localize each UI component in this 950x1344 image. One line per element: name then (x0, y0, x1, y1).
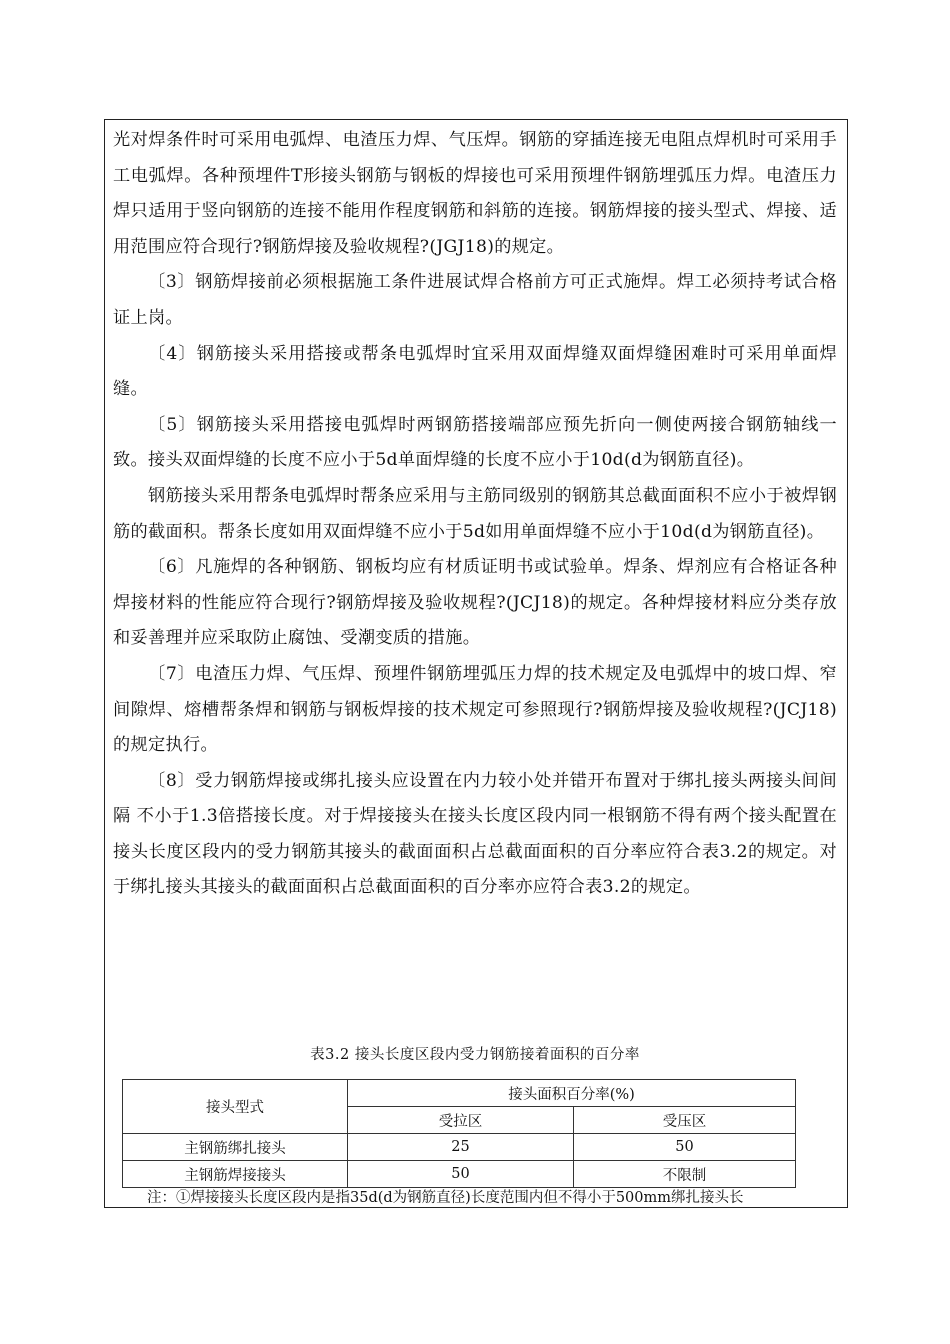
cell-tension: 25 (348, 1134, 574, 1161)
cell-compression: 50 (574, 1134, 796, 1161)
header-tension-zone: 受拉区 (348, 1107, 574, 1134)
paragraph: 〔4〕钢筋接头采用搭接或帮条电弧焊时宜采用双面焊缝双面焊缝困难时可采用单面焊缝。 (113, 343, 837, 400)
paragraph: 光对焊条件时可采用电弧焊、电渣压力焊、气压焊。钢筋的穿插连接无电阻点焊机时可采用手工电弧焊。各种预埋件T形接头钢筋与钢板的焊接也可采用预埋件钢筋埋弧压力焊。电渣压力焊只适用于竖向钢筋的连接不能用作程度钢筋和斜筋的连接。钢筋焊接的接头型式、焊接、适用范围应符合现行?钢筋焊接及验收规程?(JGJ18)的规定。 (113, 130, 837, 257)
paragraph: 〔7〕电渣压力焊、气压焊、预埋件钢筋埋弧压力焊的技术规定及电弧焊中的坡口焊、窄间隙焊、熔槽帮条焊和钢筋与钢板焊接的技术规定可参照现行?钢筋焊接及验收规程?(JCJ18)的规定执行。 (113, 663, 837, 756)
cell-compression: 不限制 (574, 1161, 796, 1188)
table-note: 注：①焊接接头长度区段内是指35d(d为钢筋直径)长度范围内但不得小于500mm绑扎接头长 (147, 1190, 744, 1206)
paragraph: 〔3〕钢筋焊接前必须根据施工条件进展试焊合格前方可正式施焊。焊工必须持考试合格证上岗。 (113, 272, 837, 328)
percentage-table (122, 1079, 796, 1188)
cell-joint-type: 主钢筋焊接接头 (123, 1161, 348, 1188)
cell-tension: 50 (348, 1161, 574, 1188)
header-joint-type: 接头型式 (123, 1080, 348, 1134)
paragraph: 钢筋接头采用帮条电弧焊时帮条应采用与主筋同级别的钢筋其总截面面积不应小于被焊钢筋的截面积。帮条长度如用双面焊缝不应小于5d如用单面焊缝不应小于10d(d为钢筋直径)。 (113, 485, 837, 542)
header-compression-zone: 受压区 (574, 1107, 796, 1134)
header-area-percent: 接头面积百分率(%) (348, 1080, 796, 1107)
cell-joint-type: 主钢筋绑扎接头 (123, 1134, 348, 1161)
paragraph: 〔6〕凡施焊的各种钢筋、钢板均应有材质证明书或试验单。焊条、焊剂应有合格证各种焊接材料的性能应符合现行?钢筋焊接及验收规程?(JCJ18)的规定。各种焊接材料应分类存放和妥善理并应采取防止腐蚀、受潮变质的措施。 (113, 557, 837, 649)
table-row (123, 1134, 796, 1161)
table-row (123, 1161, 796, 1188)
paragraph: 〔8〕受力钢筋焊接或绑扎接头应设置在内力较小处并错开布置对于绑扎接头两接头间间隔 不小于1.3倍搭接长度。对于焊接接头在接头长度区段内同一根钢筋不得有两个接头配置在接头长度区段内的受力钢筋其接头的截面面积占总截面面积的百分率应符合表3.2的规定。对于绑扎接头其接头的截面面积占总截面面积的百分率亦应符合表3.2的规定。 (113, 770, 837, 898)
table-header-row (123, 1080, 796, 1107)
table-caption: 表3.2 接头长度区段内受力钢筋接着面积的百分率 (310, 1047, 640, 1063)
paragraph: 〔5〕钢筋接头采用搭接电弧焊时两钢筋搭接端部应预先折向一侧使两接合钢筋轴线一致。接头双面焊缝的长度不应小于5d单面焊缝的长度不应小于10d(d为钢筋直径)。 (113, 414, 837, 471)
body-text (113, 123, 837, 906)
